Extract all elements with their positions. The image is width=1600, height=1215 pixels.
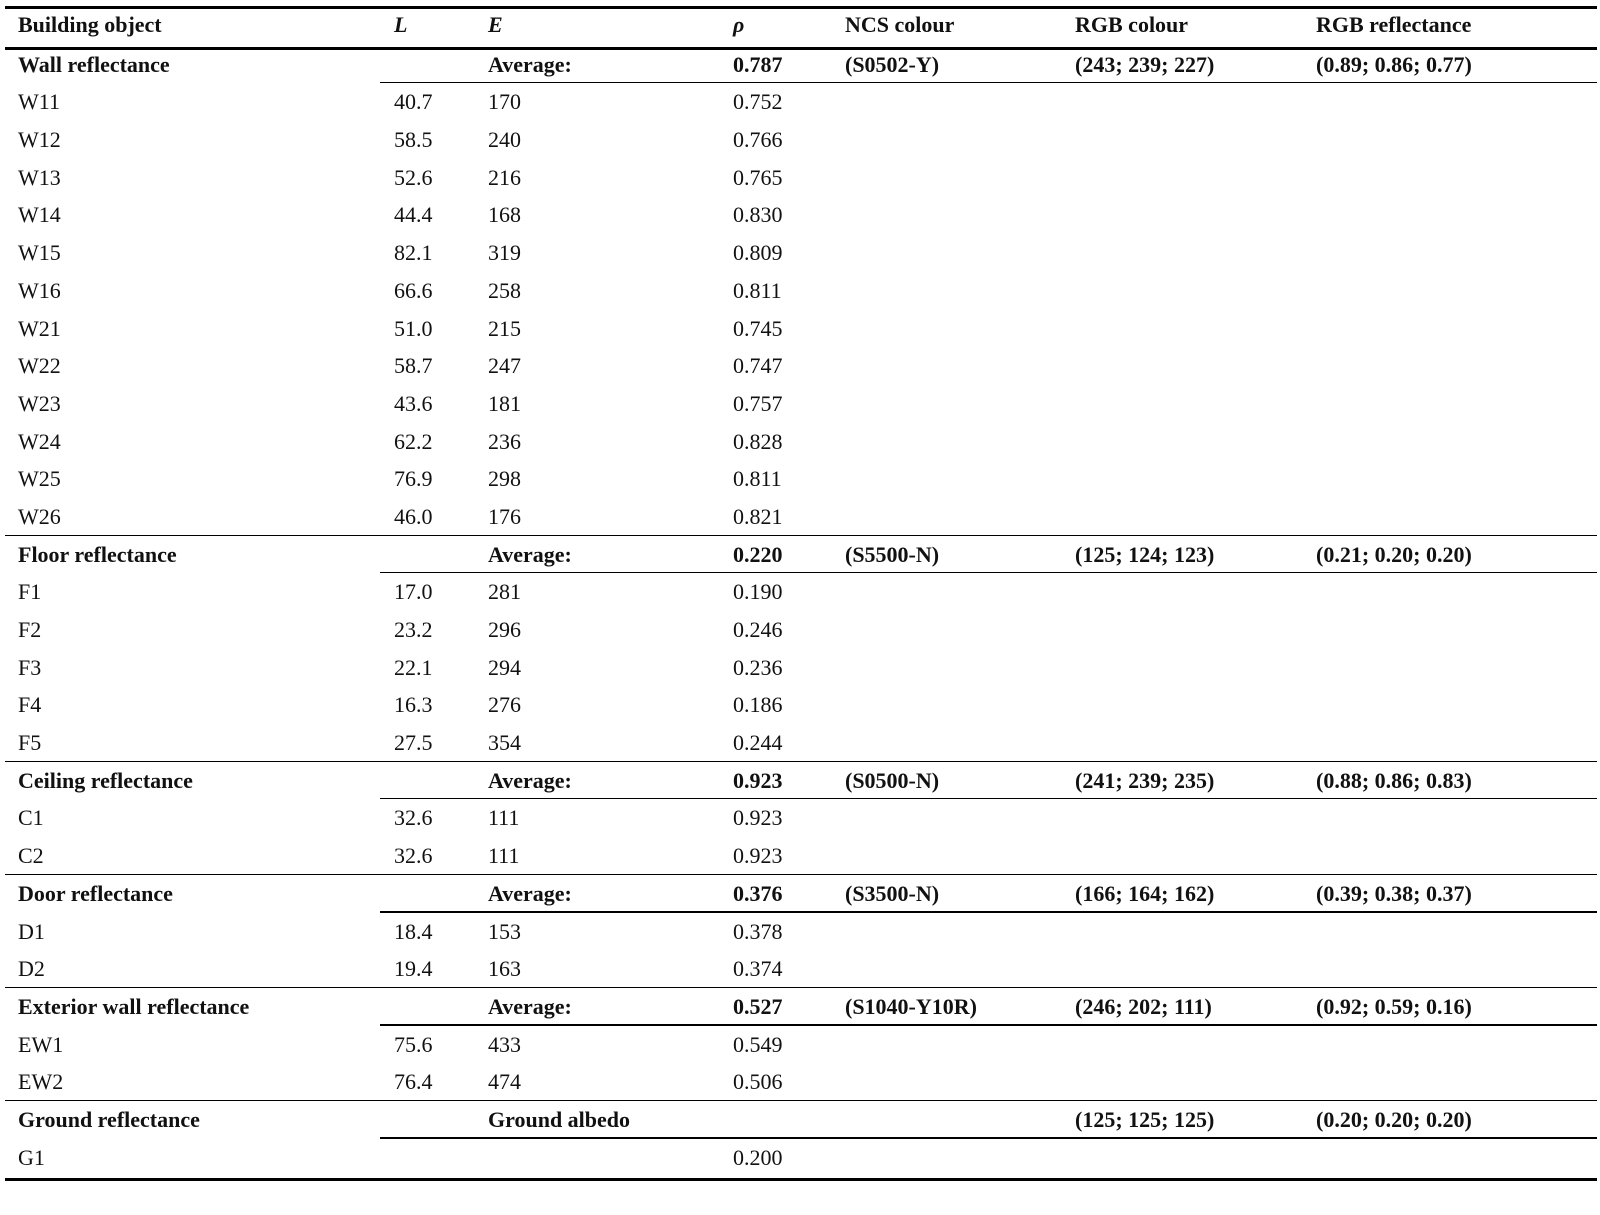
cell-object: W13 <box>18 164 61 190</box>
header-ncs: NCS colour <box>845 12 955 37</box>
cell-E: 276 <box>488 692 521 718</box>
cell-object: EW2 <box>18 1069 64 1095</box>
cell-L: 43.6 <box>394 390 433 416</box>
cell-object: F5 <box>18 730 42 756</box>
cell-L: 52.6 <box>394 164 433 190</box>
cell-rho: 0.923 <box>733 843 783 869</box>
cell-object: W12 <box>18 127 61 153</box>
table-row <box>5 611 1597 649</box>
reflectance-table <box>5 6 1597 1181</box>
cell-rho: 0.811 <box>733 277 782 303</box>
group-title: Ground reflectance <box>18 1106 200 1132</box>
group-header-row <box>5 988 1597 1026</box>
cell-object: W24 <box>18 428 61 454</box>
cell-E: 168 <box>488 202 521 228</box>
group-ncs-colour: (S5500-N) <box>845 541 940 567</box>
group-rgb-reflectance: (0.20; 0.20; 0.20) <box>1316 1106 1472 1132</box>
group-average-label: Average: <box>488 880 572 906</box>
cell-E: 258 <box>488 277 521 303</box>
group-divider <box>5 761 1597 763</box>
group-rgb-reflectance: (0.21; 0.20; 0.20) <box>1316 541 1472 567</box>
cell-E: 433 <box>488 1031 521 1057</box>
cell-rho: 0.745 <box>733 315 783 341</box>
group-divider <box>5 874 1597 876</box>
cell-L: 22.1 <box>394 654 433 680</box>
group-ncs-colour: (S0502-Y) <box>845 51 940 77</box>
table-row <box>5 573 1597 611</box>
cell-L: 17.0 <box>394 579 433 605</box>
group-rgb-colour: (125; 125; 125) <box>1075 1106 1215 1132</box>
cell-rho: 0.747 <box>733 353 783 379</box>
cell-E: 215 <box>488 315 521 341</box>
table-row <box>5 1026 1597 1064</box>
cell-rho: 0.809 <box>733 240 783 266</box>
cell-L: 18.4 <box>394 918 433 944</box>
cell-E: 163 <box>488 956 521 982</box>
cell-L: 76.9 <box>394 466 433 492</box>
cell-E: 281 <box>488 579 521 605</box>
table-body <box>5 46 1597 1182</box>
cell-E: 236 <box>488 428 521 454</box>
cell-rho: 0.549 <box>733 1031 783 1057</box>
cell-L: 62.2 <box>394 428 433 454</box>
header-building-object: Building object <box>18 12 162 37</box>
group-rgb-reflectance: (0.92; 0.59; 0.16) <box>1316 993 1472 1019</box>
group-divider <box>5 535 1597 537</box>
group-rgb-reflectance: (0.88; 0.86; 0.83) <box>1316 767 1472 793</box>
table-header-row <box>5 6 1597 44</box>
cell-L: 75.6 <box>394 1031 433 1057</box>
group-rgb-colour: (241; 239; 235) <box>1075 767 1215 793</box>
group-average-rho: 0.376 <box>733 880 783 906</box>
cell-L: 51.0 <box>394 315 433 341</box>
group-header-row <box>5 46 1597 84</box>
table-row <box>5 498 1597 536</box>
cell-L: 32.6 <box>394 805 433 831</box>
cell-rho: 0.821 <box>733 503 783 529</box>
cell-rho: 0.190 <box>733 579 783 605</box>
table-row <box>5 950 1597 988</box>
group-rgb-colour: (246; 202; 111) <box>1075 993 1212 1019</box>
group-rgb-colour: (243; 239; 227) <box>1075 51 1215 77</box>
table-row <box>5 234 1597 272</box>
cell-object: F1 <box>18 579 42 605</box>
group-title: Door reflectance <box>18 880 173 906</box>
group-average-rho: 0.527 <box>733 993 783 1019</box>
group-title: Ceiling reflectance <box>18 767 193 793</box>
group-ncs-colour: (S3500-N) <box>845 880 940 906</box>
group-average-label: Average: <box>488 541 572 567</box>
table-row <box>5 1063 1597 1101</box>
cell-rho: 0.752 <box>733 89 783 115</box>
cell-E: 296 <box>488 617 521 642</box>
group-average-label: Average: <box>488 767 572 793</box>
table-row <box>5 385 1597 423</box>
group-header-row <box>5 1101 1597 1139</box>
cell-L: 82.1 <box>394 240 433 266</box>
group-average-rho: 0.787 <box>733 51 783 77</box>
cell-L: 19.4 <box>394 956 433 982</box>
cell-rho: 0.506 <box>733 1069 783 1095</box>
cell-L: 76.4 <box>394 1069 433 1095</box>
group-header-row <box>5 762 1597 800</box>
cell-object: F2 <box>18 617 42 642</box>
cell-E: 111 <box>488 805 520 831</box>
cell-object: W26 <box>18 503 61 529</box>
cell-rho: 0.830 <box>733 202 783 228</box>
group-divider <box>5 1100 1597 1102</box>
group-title: Floor reflectance <box>18 541 177 567</box>
group-header-row <box>5 875 1597 913</box>
cell-L: 58.7 <box>394 353 433 379</box>
cell-rho: 0.766 <box>733 127 783 153</box>
table-row <box>5 196 1597 234</box>
group-average-label: Average: <box>488 51 572 77</box>
group-title: Wall reflectance <box>18 51 170 77</box>
cell-object: W22 <box>18 353 61 379</box>
cell-E: 153 <box>488 918 521 944</box>
cell-object: W15 <box>18 240 61 266</box>
header-rho: ρ <box>733 12 745 37</box>
cell-rho: 0.828 <box>733 428 783 454</box>
cell-rho: 0.200 <box>733 1144 783 1170</box>
cell-rho: 0.811 <box>733 466 782 492</box>
cell-E: 216 <box>488 164 521 190</box>
group-rgb-colour: (125; 124; 123) <box>1075 541 1215 567</box>
group-average-rho: 0.220 <box>733 541 783 567</box>
cell-E: 298 <box>488 466 521 492</box>
cell-E: 111 <box>488 843 520 869</box>
table-row <box>5 686 1597 724</box>
cell-object: F4 <box>18 692 42 718</box>
cell-rho: 0.757 <box>733 390 783 416</box>
table-row <box>5 121 1597 159</box>
table-row <box>5 423 1597 461</box>
table-row <box>5 799 1597 837</box>
cell-rho: 0.244 <box>733 730 783 756</box>
cell-rho: 0.374 <box>733 956 783 982</box>
cell-L: 58.5 <box>394 127 433 153</box>
cell-object: C1 <box>18 805 44 831</box>
table-row <box>5 83 1597 121</box>
cell-object: EW1 <box>18 1031 64 1057</box>
cell-object: C2 <box>18 843 44 869</box>
table-row <box>5 837 1597 875</box>
group-average-rho: 0.923 <box>733 767 783 793</box>
table-row <box>5 310 1597 348</box>
cell-E: 176 <box>488 503 521 529</box>
cell-L: 66.6 <box>394 277 433 303</box>
cell-rho: 0.765 <box>733 164 783 190</box>
header-rgb: RGB colour <box>1075 12 1189 37</box>
cell-object: F3 <box>18 654 42 680</box>
group-average-label: Ground albedo <box>488 1106 631 1132</box>
table-bottom-rule <box>5 1178 1597 1181</box>
cell-L: 40.7 <box>394 89 433 115</box>
cell-L: 32.6 <box>394 843 433 869</box>
cell-E: 170 <box>488 89 521 115</box>
header-rgb-reflectance: RGB reflectance <box>1316 12 1472 37</box>
cell-E: 294 <box>488 654 521 680</box>
group-rgb-reflectance: (0.89; 0.86; 0.77) <box>1316 51 1472 77</box>
cell-E: 354 <box>488 730 521 756</box>
cell-E: 319 <box>488 240 521 266</box>
table-row <box>5 159 1597 197</box>
cell-object: W23 <box>18 390 61 416</box>
cell-rho: 0.923 <box>733 805 783 831</box>
cell-rho: 0.378 <box>733 918 783 944</box>
cell-rho: 0.246 <box>733 617 783 642</box>
header-E: E <box>488 12 503 37</box>
group-rgb-reflectance: (0.39; 0.38; 0.37) <box>1316 880 1472 906</box>
group-divider <box>5 987 1597 989</box>
group-rgb-colour: (166; 164; 162) <box>1075 880 1215 906</box>
cell-rho: 0.186 <box>733 692 783 718</box>
cell-object: W16 <box>18 277 61 303</box>
cell-E: 247 <box>488 353 521 379</box>
group-average-label: Average: <box>488 993 572 1019</box>
cell-E: 240 <box>488 127 521 153</box>
cell-object: G1 <box>18 1144 45 1170</box>
cell-L: 44.4 <box>394 202 433 228</box>
cell-object: D1 <box>18 918 45 944</box>
table-row <box>5 347 1597 385</box>
cell-E: 474 <box>488 1069 521 1095</box>
cell-object: W25 <box>18 466 61 492</box>
group-title: Exterior wall reflectance <box>18 993 250 1019</box>
cell-object: W21 <box>18 315 61 341</box>
group-ncs-colour: (S0500-N) <box>845 767 940 793</box>
table-row <box>5 460 1597 498</box>
table-row <box>5 913 1597 951</box>
cell-object: W14 <box>18 202 61 228</box>
cell-L: 27.5 <box>394 730 433 756</box>
group-ncs-colour: (S1040-Y10R) <box>845 993 977 1019</box>
cell-L: 16.3 <box>394 692 433 718</box>
cell-L: 23.2 <box>394 617 433 642</box>
cell-E: 181 <box>488 390 521 416</box>
cell-object: D2 <box>18 956 45 982</box>
cell-L: 46.0 <box>394 503 433 529</box>
cell-rho: 0.236 <box>733 654 783 680</box>
header-L: L <box>394 12 408 37</box>
table-row <box>5 724 1597 762</box>
group-header-row <box>5 536 1597 574</box>
table-row <box>5 1139 1597 1177</box>
cell-object: W11 <box>18 89 60 115</box>
table-row <box>5 649 1597 687</box>
table-row <box>5 272 1597 310</box>
